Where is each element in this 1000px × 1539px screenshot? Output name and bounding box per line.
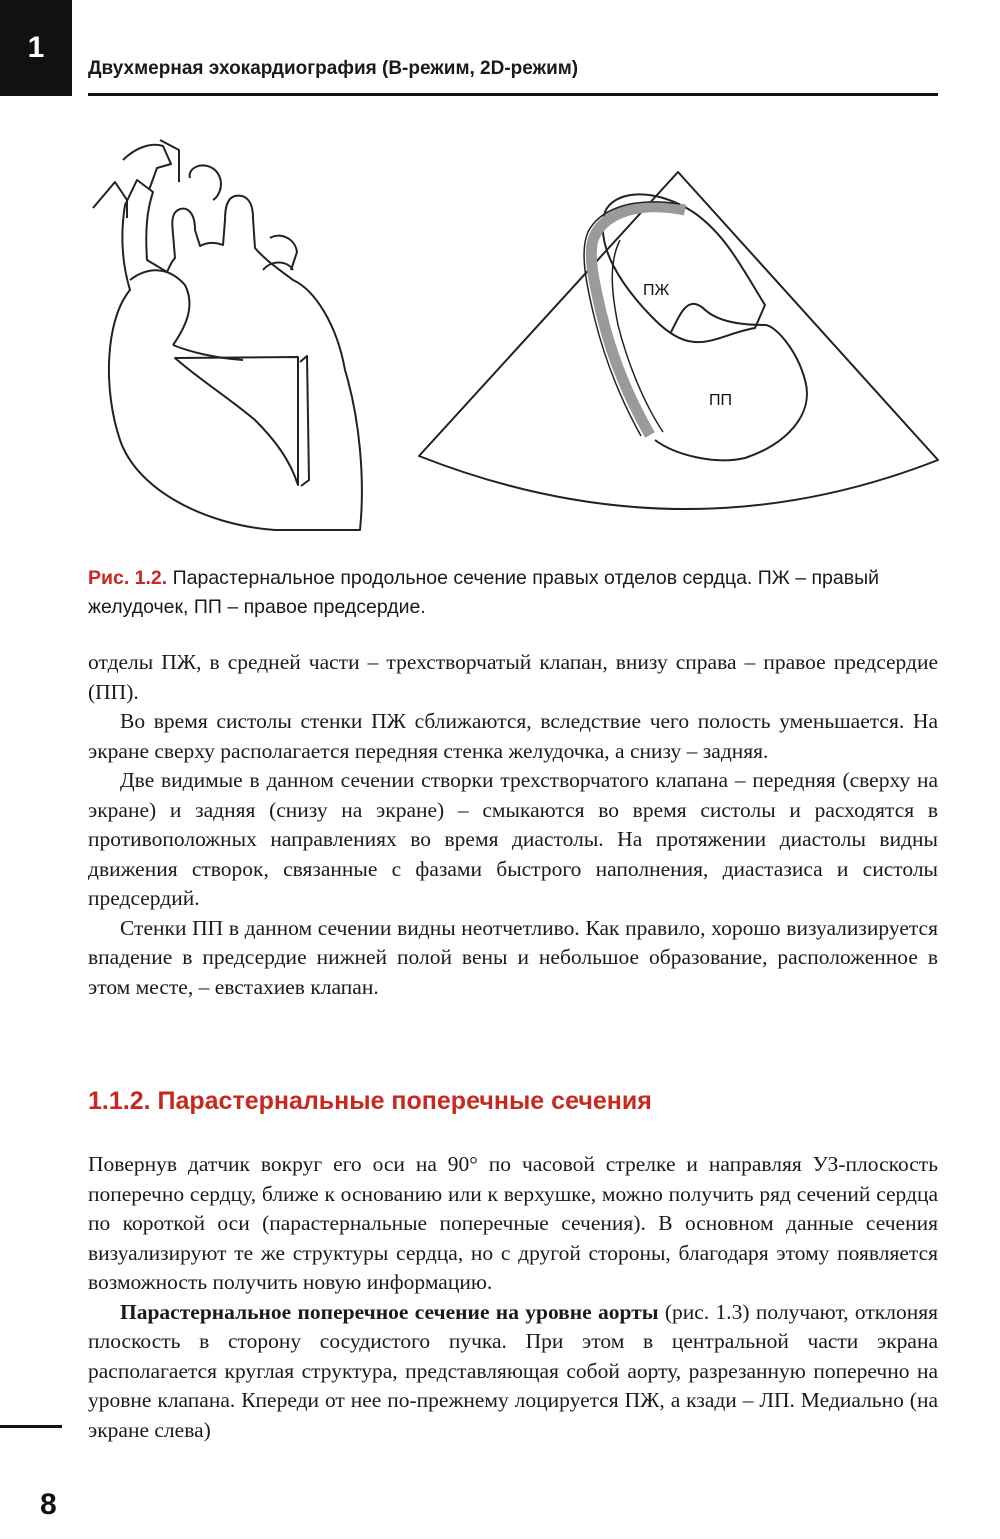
paragraph-ra-walls: Стенки ПП в данном сечении видны неотчетливо. Как правило, хорошо визуализируется впадение в предсердие нижней полой вены и небольшое образование, расположенное в этом месте, – евстахиев клапан. [88, 915, 938, 999]
paragraph-short-axis: Повернув датчик вокруг его оси на 90° по часовой стрелке и направляя УЗ-плоскость поперечно сердцу, ближе к основанию или к верхушке, можно получить ряд сечений сердца по короткой оси (парастернальные поперечные сечения). В основном данные сечения визуализируют те же структуры сердца, но с другой стороны, благодаря этому появляется возможность получить новую информацию. [88, 1152, 938, 1294]
figure-1-2 [75, 120, 945, 550]
text-block-1 [88, 648, 938, 1002]
section-heading: 1.1.2. Парастернальные поперечные сечения [88, 1087, 652, 1115]
running-title: Двухмерная эхокардиография (В-режим, 2D-режим) [88, 58, 579, 79]
page-number: 8 [40, 1488, 57, 1521]
echo-sector [419, 172, 938, 509]
figure-caption-text: Парастернальное продольное сечение правых отделов сердца. ПЖ – правый желудочек, ПП – правое предсердие. [88, 567, 879, 618]
chapter-number: 1 [27, 31, 45, 64]
paragraph-aorta-level [88, 1298, 938, 1446]
paragraph-continuation: отделы ПЖ, в средней части – трехстворчатый клапан, внизу справа – правое предсердие (ПП). [88, 650, 938, 704]
figure-caption [88, 564, 938, 622]
bold-term: Парастернальное поперечное сечение на уровне аорты [120, 1299, 659, 1324]
header-rule [88, 93, 938, 96]
paragraph-aorta-rest: (рис. 1.3) получают, отклоняя плоскость в сторону сосудистого пучка. При этом в центральной части экрана располагается круглая структура, представляющая собой аорту, разрезанную поперечно на уровне клапана. Кпереди от нее по-прежнему лоцируется ПЖ, а кзади – ЛП. Медиально (на экране слева) [88, 1299, 938, 1442]
label-ra: ПП [709, 392, 732, 409]
chapter-number-box [0, 0, 72, 96]
heart-outline-drawing [93, 140, 362, 530]
paragraph-leaflets: Две видимые в данном сечении створки трехстворчатого клапана – передняя (сверху на экране) и задняя (снизу на экране) – смыкаются во время систолы и расходятся в противоположных направлениях во время диастолы. На протяжении диастолы видны движения створок, связанные с фазами быстрого наполнения, диастазиса и систолы предсердий. [88, 768, 938, 910]
footer-rule [0, 1425, 62, 1428]
figure-illustration [75, 120, 945, 550]
paragraph-systole: Во время систолы стенки ПЖ сближаются, вследствие чего полость уменьшается. На экране сверху располагается передняя стенка желудочка, а снизу – задняя. [88, 709, 938, 763]
text-block-2 [88, 1150, 938, 1445]
label-rv: ПЖ [643, 282, 670, 299]
figure-number: Рис. 1.2. [88, 567, 168, 589]
